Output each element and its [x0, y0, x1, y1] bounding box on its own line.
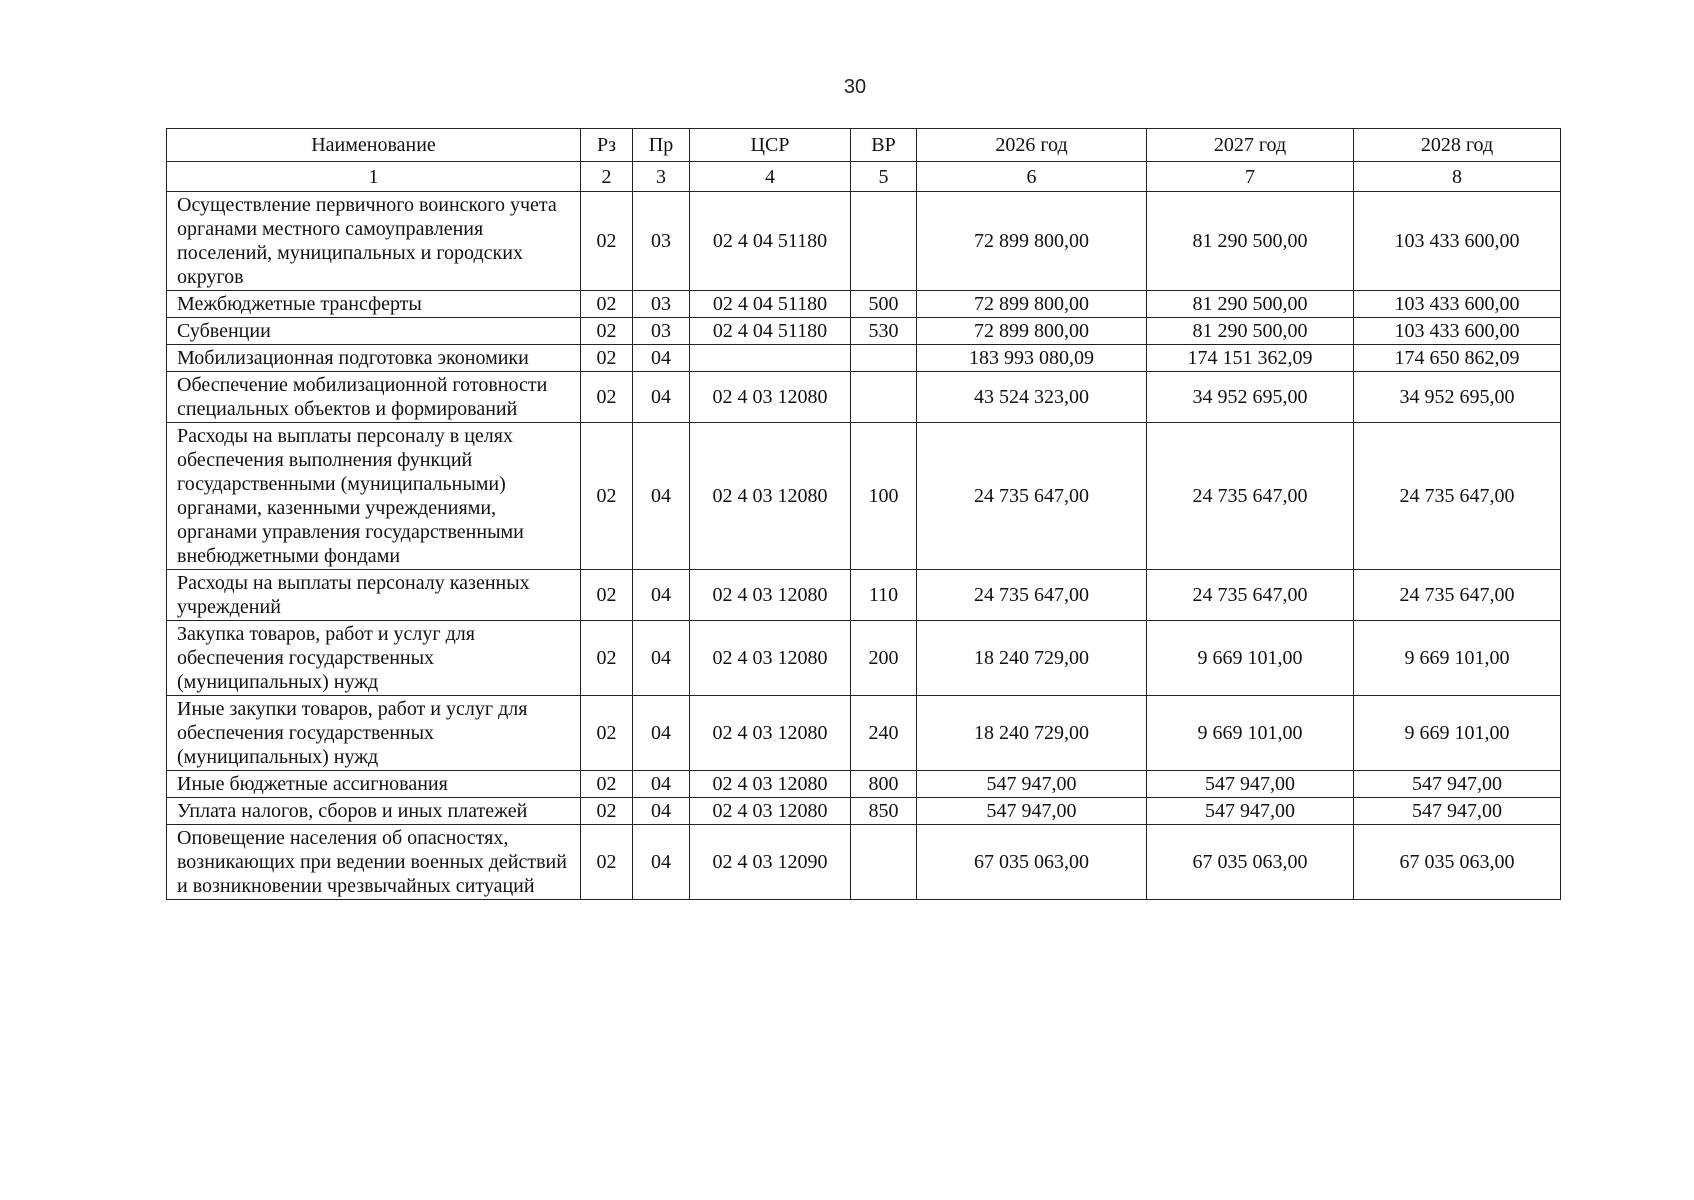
- column-number-cell: 7: [1147, 162, 1354, 192]
- csr-cell: 02 4 04 51180: [690, 318, 851, 345]
- csr-cell: 02 4 03 12080: [690, 771, 851, 798]
- pr-cell: 04: [633, 825, 690, 900]
- vr-cell: 500: [851, 291, 917, 318]
- amount-2028-cell: 9 669 101,00: [1354, 621, 1561, 696]
- amount-2027-cell: 81 290 500,00: [1147, 291, 1354, 318]
- header-cell: 2026 год: [917, 129, 1147, 162]
- vr-cell: 800: [851, 771, 917, 798]
- amount-2027-cell: 67 035 063,00: [1147, 825, 1354, 900]
- rz-cell: 02: [581, 621, 633, 696]
- column-number-cell: 5: [851, 162, 917, 192]
- column-number-row: [167, 162, 1561, 192]
- amount-2026-cell: 72 899 800,00: [917, 291, 1147, 318]
- name-cell: Обеспечение мобилизационной готовности специальных объектов и формирований: [167, 372, 581, 423]
- amount-2027-cell: 81 290 500,00: [1147, 192, 1354, 291]
- amount-2028-cell: 174 650 862,09: [1354, 345, 1561, 372]
- pr-cell: 04: [633, 345, 690, 372]
- amount-2026-cell: 547 947,00: [917, 798, 1147, 825]
- amount-2027-cell: 547 947,00: [1147, 798, 1354, 825]
- pr-cell: 03: [633, 192, 690, 291]
- name-cell: Иные бюджетные ассигнования: [167, 771, 581, 798]
- header-cell: 2028 год: [1354, 129, 1561, 162]
- table-row: [167, 423, 1561, 570]
- header-cell: ЦСР: [690, 129, 851, 162]
- table-row: [167, 318, 1561, 345]
- amount-2028-cell: 547 947,00: [1354, 798, 1561, 825]
- rz-cell: 02: [581, 192, 633, 291]
- table-body: [167, 162, 1561, 900]
- csr-cell: 02 4 04 51180: [690, 291, 851, 318]
- amount-2026-cell: 18 240 729,00: [917, 621, 1147, 696]
- amount-2028-cell: 9 669 101,00: [1354, 696, 1561, 771]
- header-cell: ВР: [851, 129, 917, 162]
- pr-cell: 04: [633, 423, 690, 570]
- table-row: [167, 696, 1561, 771]
- budget-table: [166, 128, 1561, 900]
- name-cell: Оповещение населения об опасностях, возникающих при ведении военных действий и возникновении чрезвычайных ситуаций: [167, 825, 581, 900]
- amount-2028-cell: 103 433 600,00: [1354, 318, 1561, 345]
- name-cell: Расходы на выплаты персоналу в целях обеспечения выполнения функций государственными (муниципальными) органами, казенными учреждениями, органами управления государственными внебюджетными фондами: [167, 423, 581, 570]
- table-row: [167, 570, 1561, 621]
- table-row: [167, 291, 1561, 318]
- csr-cell: 02 4 03 12080: [690, 798, 851, 825]
- table-row: [167, 825, 1561, 900]
- amount-2027-cell: 174 151 362,09: [1147, 345, 1354, 372]
- vr-cell: 100: [851, 423, 917, 570]
- amount-2028-cell: 103 433 600,00: [1354, 291, 1561, 318]
- table-row: [167, 192, 1561, 291]
- amount-2027-cell: 547 947,00: [1147, 771, 1354, 798]
- rz-cell: 02: [581, 825, 633, 900]
- amount-2027-cell: 34 952 695,00: [1147, 372, 1354, 423]
- vr-cell: 240: [851, 696, 917, 771]
- amount-2028-cell: 34 952 695,00: [1354, 372, 1561, 423]
- pr-cell: 04: [633, 372, 690, 423]
- amount-2028-cell: 24 735 647,00: [1354, 423, 1561, 570]
- amount-2028-cell: 547 947,00: [1354, 771, 1561, 798]
- amount-2027-cell: 24 735 647,00: [1147, 423, 1354, 570]
- name-cell: Иные закупки товаров, работ и услуг для обеспечения государственных (муниципальных) нужд: [167, 696, 581, 771]
- vr-cell: 110: [851, 570, 917, 621]
- rz-cell: 02: [581, 291, 633, 318]
- rz-cell: 02: [581, 318, 633, 345]
- name-cell: Уплата налогов, сборов и иных платежей: [167, 798, 581, 825]
- column-number-cell: 1: [167, 162, 581, 192]
- amount-2026-cell: 18 240 729,00: [917, 696, 1147, 771]
- rz-cell: 02: [581, 423, 633, 570]
- amount-2028-cell: 24 735 647,00: [1354, 570, 1561, 621]
- header-cell: Наименование: [167, 129, 581, 162]
- amount-2026-cell: 43 524 323,00: [917, 372, 1147, 423]
- pr-cell: 04: [633, 696, 690, 771]
- pr-cell: 04: [633, 771, 690, 798]
- header-cell: 2027 год: [1147, 129, 1354, 162]
- amount-2027-cell: 24 735 647,00: [1147, 570, 1354, 621]
- amount-2026-cell: 72 899 800,00: [917, 318, 1147, 345]
- pr-cell: 04: [633, 570, 690, 621]
- header-row: [167, 129, 1561, 162]
- amount-2026-cell: 547 947,00: [917, 771, 1147, 798]
- pr-cell: 04: [633, 798, 690, 825]
- amount-2027-cell: 81 290 500,00: [1147, 318, 1354, 345]
- rz-cell: 02: [581, 696, 633, 771]
- csr-cell: 02 4 03 12080: [690, 372, 851, 423]
- csr-cell: [690, 345, 851, 372]
- header-cell: Рз: [581, 129, 633, 162]
- name-cell: Мобилизационная подготовка экономики: [167, 345, 581, 372]
- column-number-cell: 6: [917, 162, 1147, 192]
- csr-cell: 02 4 03 12090: [690, 825, 851, 900]
- csr-cell: 02 4 04 51180: [690, 192, 851, 291]
- name-cell: Межбюджетные трансферты: [167, 291, 581, 318]
- rz-cell: 02: [581, 798, 633, 825]
- table-row: [167, 372, 1561, 423]
- amount-2028-cell: 67 035 063,00: [1354, 825, 1561, 900]
- column-number-cell: 4: [690, 162, 851, 192]
- rz-cell: 02: [581, 570, 633, 621]
- amount-2026-cell: 67 035 063,00: [917, 825, 1147, 900]
- pr-cell: 04: [633, 621, 690, 696]
- csr-cell: 02 4 03 12080: [690, 696, 851, 771]
- pr-cell: 03: [633, 318, 690, 345]
- amount-2026-cell: 183 993 080,09: [917, 345, 1147, 372]
- page-number: 30: [843, 76, 867, 98]
- rz-cell: 02: [581, 771, 633, 798]
- amount-2027-cell: 9 669 101,00: [1147, 696, 1354, 771]
- vr-cell: [851, 192, 917, 291]
- column-number-cell: 8: [1354, 162, 1561, 192]
- table-row: [167, 771, 1561, 798]
- table-row: [167, 798, 1561, 825]
- table-row: [167, 621, 1561, 696]
- table-row: [167, 345, 1561, 372]
- vr-cell: 850: [851, 798, 917, 825]
- csr-cell: 02 4 03 12080: [690, 570, 851, 621]
- name-cell: Субвенции: [167, 318, 581, 345]
- vr-cell: [851, 345, 917, 372]
- name-cell: Расходы на выплаты персоналу казенных учреждений: [167, 570, 581, 621]
- rz-cell: 02: [581, 372, 633, 423]
- vr-cell: 530: [851, 318, 917, 345]
- column-number-cell: 3: [633, 162, 690, 192]
- amount-2028-cell: 103 433 600,00: [1354, 192, 1561, 291]
- amount-2026-cell: 24 735 647,00: [917, 570, 1147, 621]
- name-cell: Закупка товаров, работ и услуг для обеспечения государственных (муниципальных) нужд: [167, 621, 581, 696]
- vr-cell: [851, 825, 917, 900]
- column-number-cell: 2: [581, 162, 633, 192]
- vr-cell: 200: [851, 621, 917, 696]
- rz-cell: 02: [581, 345, 633, 372]
- csr-cell: 02 4 03 12080: [690, 423, 851, 570]
- header-cell: Пр: [633, 129, 690, 162]
- csr-cell: 02 4 03 12080: [690, 621, 851, 696]
- amount-2026-cell: 24 735 647,00: [917, 423, 1147, 570]
- amount-2026-cell: 72 899 800,00: [917, 192, 1147, 291]
- name-cell: Осуществление первичного воинского учета органами местного самоуправления поселений, муниципальных и городских округов: [167, 192, 581, 291]
- amount-2027-cell: 9 669 101,00: [1147, 621, 1354, 696]
- pr-cell: 03: [633, 291, 690, 318]
- vr-cell: [851, 372, 917, 423]
